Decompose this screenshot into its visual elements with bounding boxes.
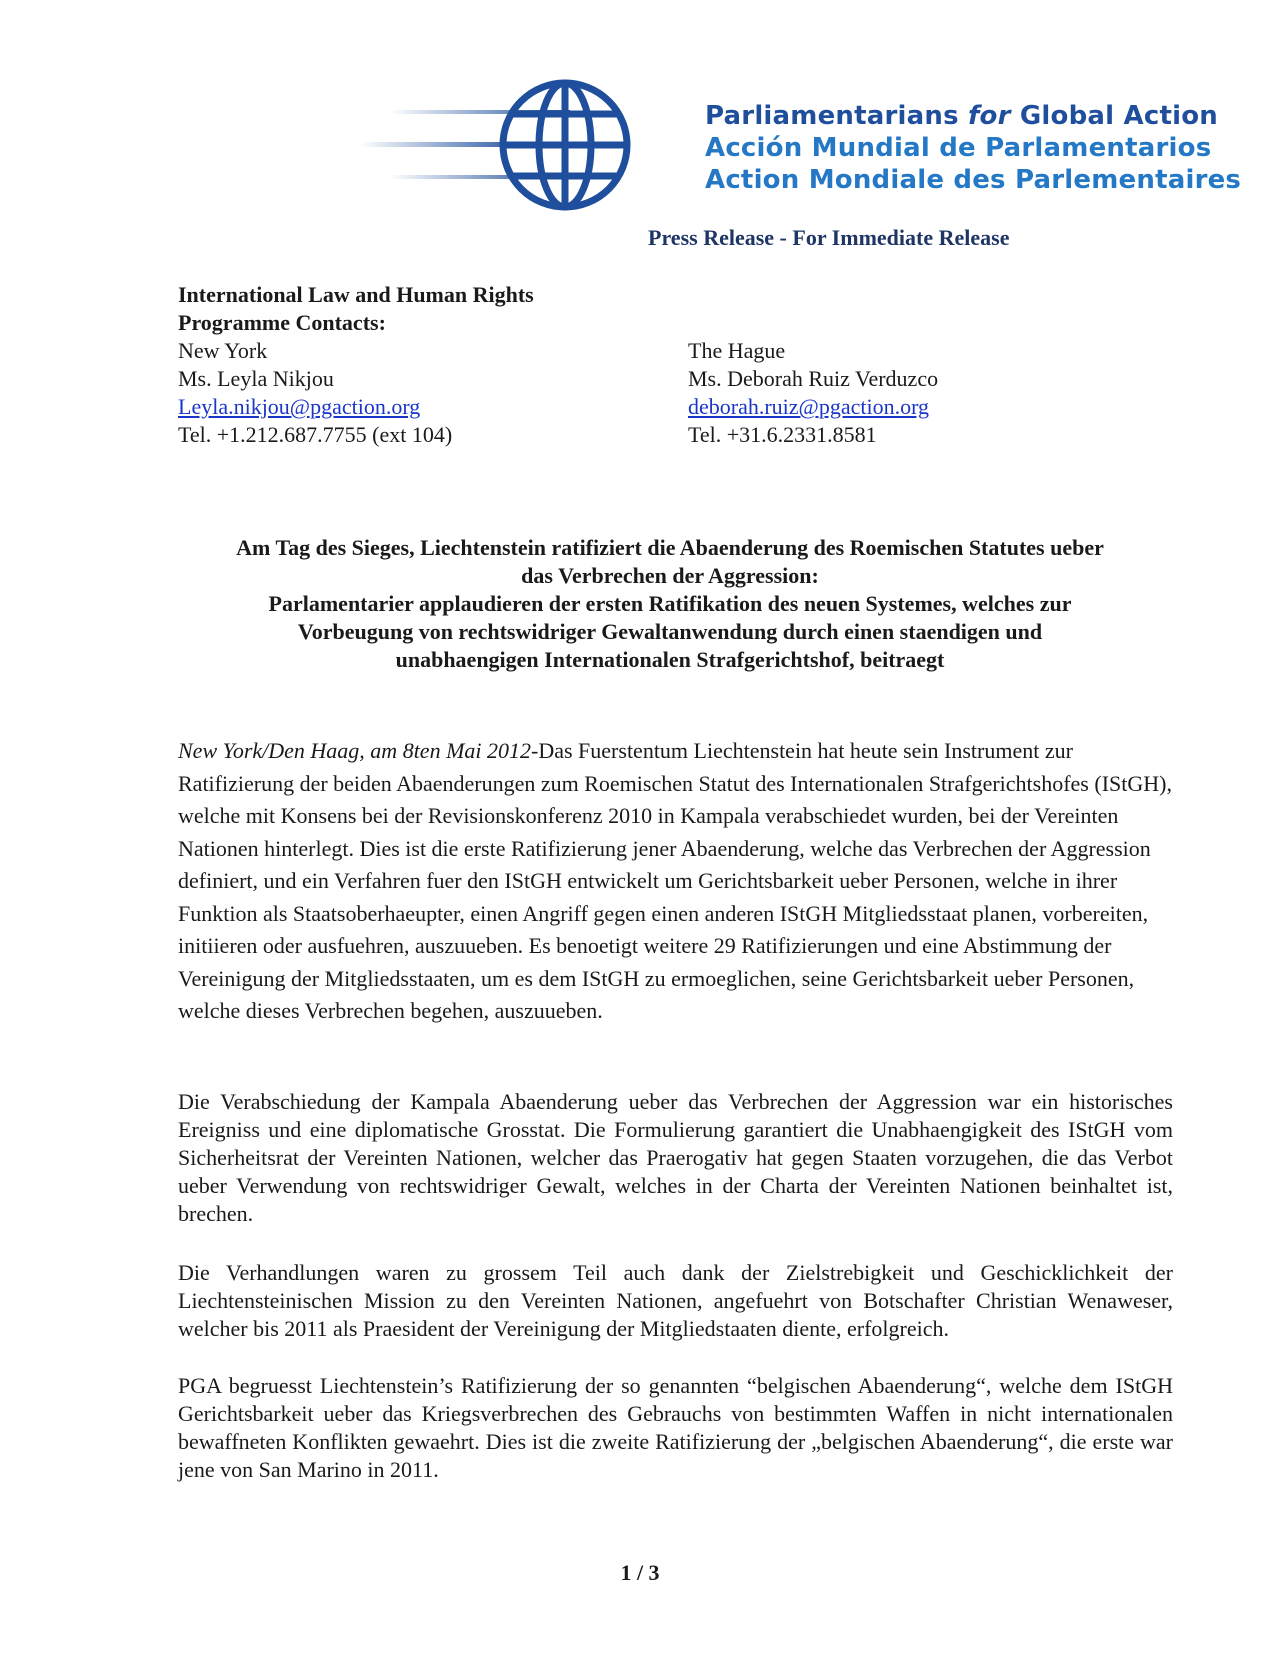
contact-city: New York xyxy=(178,338,268,363)
contact-city: The Hague xyxy=(688,338,786,363)
headline-line: Am Tag des Sieges, Liechtenstein ratifiziert die Abaenderung des Roemischen Statutes ueber xyxy=(236,535,1104,560)
paragraph-2: Die Verabschiedung der Kampala Abaenderung ueber das Verbrechen der Aggression war ein historisches Ereigniss und eine diplomatische Grosstat. Die Formulierung garantiert die Unabhaengigkeit des IStGH vom Sicherheitsrat der Vereinten Nationen, welcher das Praerogativ hat gegen Staaten vorzugehen, die das Verbot ueber Verwendung von rechtswidriger Gewalt, welches in der Charta der Vereinten Nationen beinhaltet ist, brechen. xyxy=(178,1089,1173,1226)
paragraph-3: Die Verhandlungen waren zu grossem Teil auch dank der Zielstrebigkeit und Geschicklichkeit der Liechtensteinischen Mission zu den Vereinten Nationen, angefuehrt von Botschafter Christian Wenaweser, welcher bis 2011 als Praesident der Vereinigung der Mitgliedstaaten diente, erfolgreich. xyxy=(178,1260,1173,1341)
globe-icon xyxy=(360,78,650,218)
headline-line: das Verbrechen der Aggression: xyxy=(521,563,819,588)
contact-email-link[interactable]: deborah.ruiz@pgaction.org xyxy=(688,394,930,419)
subheadline-line: Vorbeugung von rechtswidriger Gewaltanwendung durch einen staendigen und xyxy=(297,619,1043,644)
press-release-label: Press Release - For Immediate Release xyxy=(648,225,1010,250)
letterhead xyxy=(360,78,1240,228)
contact-new-york xyxy=(178,337,452,449)
contact-the-hague xyxy=(688,337,938,449)
contact-name: Ms. Deborah Ruiz Verduzco xyxy=(688,366,939,391)
org-name-en-suffix: Global Action xyxy=(1010,101,1218,131)
paragraph-1-text: -Das Fuerstentum Liechtenstein hat heute sein Instrument zur Ratifizierung der beiden Abaenderungen zum Roemischen Statut des Internationalen Strafgerichtshofes (IStGH), welche mit Konsens bei der Revisionskonferenz 2010 in Kampala verabschiedet wurden, bei der Vereinten Nationen hinterlegt. Dies ist die erste Ratifizierung jener Abaenderung, welche das Verbrechen der Aggression definiert, und ein Verfahren fuer den IStGH entwickelt um Gerichtsbarkeit ueber Personen, welche in ihrer Funktion als Staatsoberhaeupter, einen Angriff gegen einen anderen IStGH Mitgliedsstaat planen, vorbereiten, initiieren oder ausfuehren, auszuueben. Es benoetigt weitere 29 Ratifizierungen und eine Abstimmung der Vereinigung der Mitgliedsstaaten, um es dem IStGH zu ermoeglichen, seine Gerichtsbarkeit ueber Personen, welche dieses Verbrechen begehen, auszuueben. xyxy=(178,738,1172,1023)
dateline: New York/Den Haag, am 8ten Mai 2012 xyxy=(178,738,532,763)
paragraph-4: PGA begruesst Liechtenstein’s Ratifizierung der so genannten “belgischen Abaenderung“, welche dem IStGH Gerichtsbarkeit ueber das Kriegsverbrechen des Gebrauchs von bestimmten Waffen in nicht internationalen bewaffneten Konflikten gewaehrt. Dies ist die zweite Ratifizierung der „belgischen Abaenderung“, die erste war jene von San Marino in 2011. xyxy=(178,1373,1173,1482)
headline xyxy=(170,534,1170,674)
contact-phone: Tel. +31.6.2331.8581 xyxy=(688,422,877,447)
contact-name: Ms. Leyla Nikjou xyxy=(178,366,334,391)
organization-names xyxy=(705,100,1241,196)
contact-phone: Tel. +1.212.687.7755 (ext 104) xyxy=(178,422,453,447)
contacts-heading-line1: International Law and Human Rights xyxy=(178,282,534,307)
org-name-en xyxy=(705,100,1241,132)
org-name-en-prefix: Parliamentarians xyxy=(705,101,969,131)
page-number: 1 / 3 xyxy=(620,1560,660,1585)
contacts-block xyxy=(178,281,1178,447)
org-name-fr: Action Mondiale des Parlementaires xyxy=(705,165,1242,195)
org-name-es: Acción Mundial de Parlamentarios xyxy=(705,133,1212,163)
subheadline-line: Parlamentarier applaudieren der ersten Ratifikation des neuen Systemes, welches zur xyxy=(268,591,1072,616)
org-name-en-for: for xyxy=(968,101,1011,131)
subheadline-line: unabhaengigen Internationalen Strafgerichtshof, beitraegt xyxy=(395,647,945,672)
contacts-heading-line2: Programme Contacts: xyxy=(178,310,386,335)
contact-email-link[interactable]: Leyla.nikjou@pgaction.org xyxy=(178,394,421,419)
paragraph-1 xyxy=(178,735,1173,1028)
